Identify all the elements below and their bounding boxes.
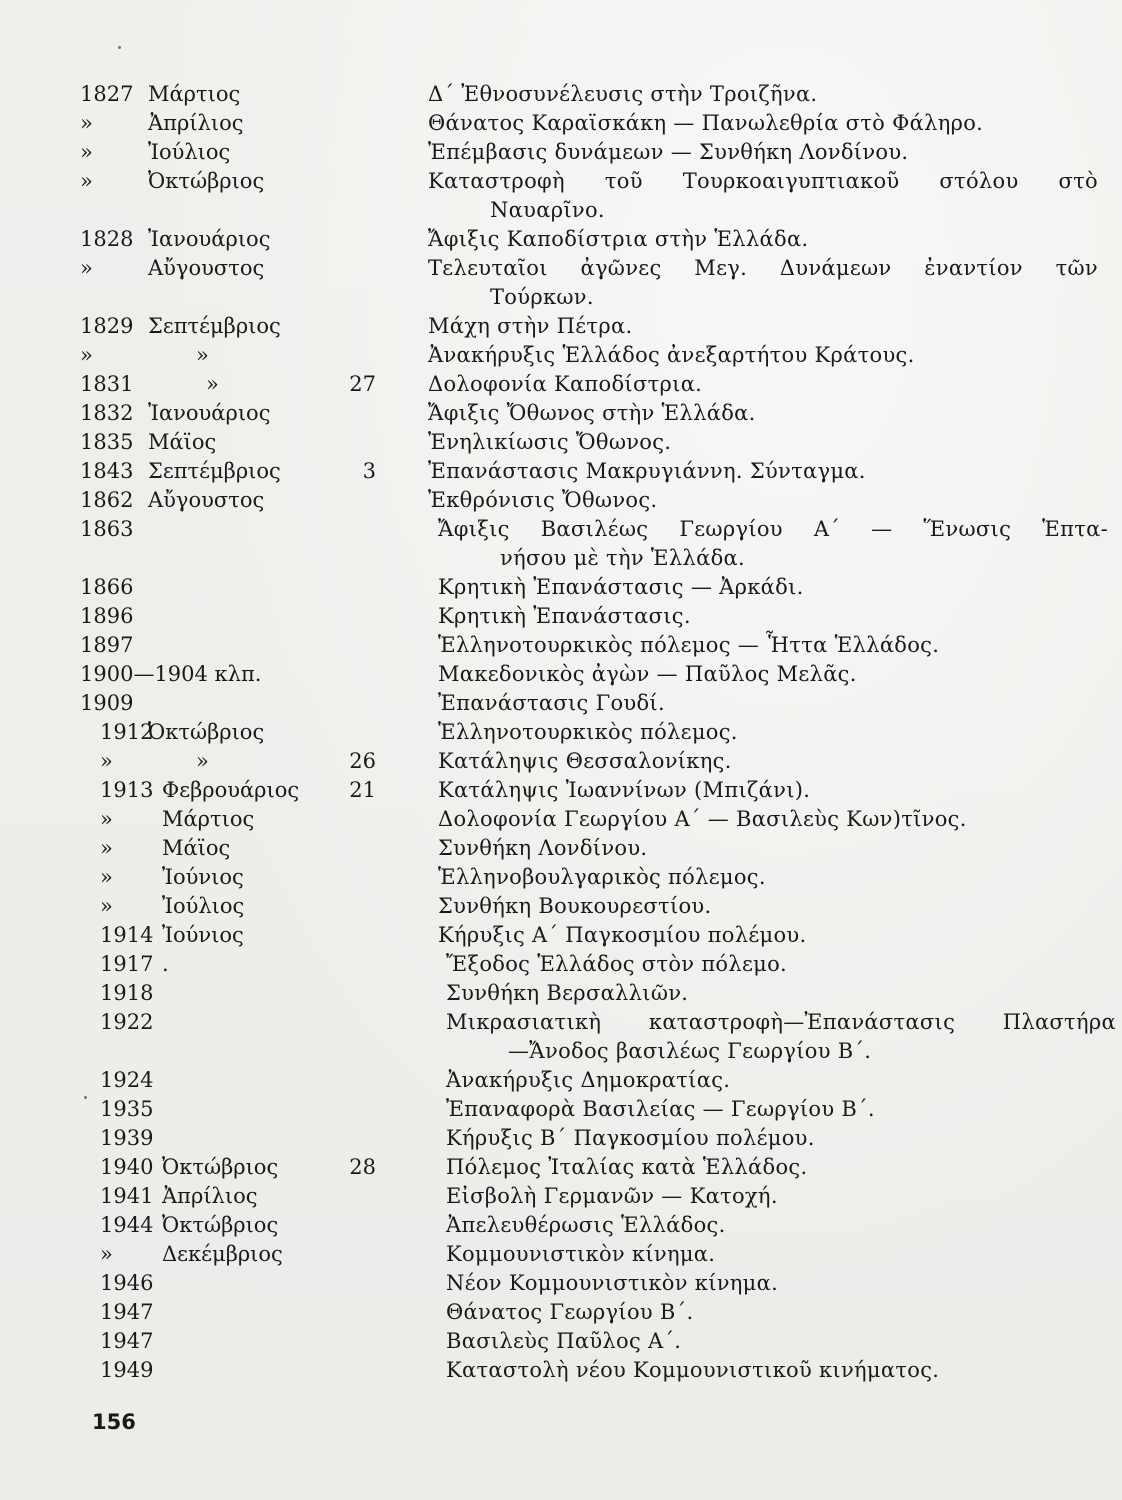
chronology-entry bbox=[0, 776, 1122, 805]
entry-event bbox=[428, 341, 1108, 370]
chronology-entry bbox=[0, 312, 1122, 341]
chronology-entry bbox=[0, 1211, 1122, 1240]
entry-event bbox=[438, 515, 1118, 573]
event-line: Ἐπαναφορὰ Βασιλείας — Γεωργίου Β΄. bbox=[446, 1097, 875, 1121]
entry-event bbox=[428, 167, 1108, 225]
entry-year: 1941 bbox=[100, 1184, 154, 1208]
entry-year: 1947 bbox=[100, 1329, 154, 1353]
entry-month: Ἰούλιος bbox=[162, 894, 245, 918]
entry-year: » bbox=[100, 749, 113, 773]
event-line: Μικρασιατικὴ καταστροφὴ—Ἐπανάστασις Πλαστήρα bbox=[446, 1010, 1116, 1034]
event-line: Βασιλεὺς Παῦλος Α΄. bbox=[446, 1329, 682, 1353]
entry-event bbox=[446, 1124, 1122, 1153]
entry-event bbox=[438, 805, 1118, 834]
event-line: Συνθήκη Βουκουρεστίου. bbox=[438, 894, 712, 918]
entry-event bbox=[428, 254, 1108, 312]
event-line: Δολοφονία Γεωργίου Α΄ — Βασιλεὺς Κων)τῖνος. bbox=[438, 807, 967, 831]
entry-event bbox=[428, 399, 1108, 428]
entry-event bbox=[428, 138, 1108, 167]
event-line: Ἐπανάστασις Γουδί. bbox=[438, 691, 665, 715]
event-line: Νέον Κομμουνιστικὸν κίνημα. bbox=[446, 1271, 779, 1295]
event-line: Ἑλληνοτουρκικὸς πόλεμος. bbox=[438, 720, 738, 744]
chronology-entry bbox=[0, 747, 1122, 776]
chronology-entry bbox=[0, 167, 1122, 225]
entry-event bbox=[446, 1182, 1122, 1211]
chronology-entry bbox=[0, 486, 1122, 515]
event-line: Δ΄ Ἐθνοσυνέλευσις στὴν Τροιζῆνα. bbox=[428, 82, 818, 106]
entry-event bbox=[446, 1240, 1122, 1269]
entry-event bbox=[428, 312, 1108, 341]
event-continuation-line: —Ἄνοδος βασιλέως Γεωργίου Β΄. bbox=[508, 1039, 872, 1063]
event-line: Κατάληψις Ἰωαννίνων (Μπιζάνι). bbox=[438, 778, 811, 802]
event-line: Μάχη στὴν Πέτρα. bbox=[428, 314, 633, 338]
entry-year: 1918 bbox=[100, 981, 154, 1005]
entry-month: Σεπτέμβριος bbox=[148, 314, 281, 338]
entry-event bbox=[446, 1095, 1122, 1124]
chronology-entry bbox=[0, 109, 1122, 138]
entry-month: » bbox=[196, 343, 209, 367]
entry-month: Ὀκτώβριος bbox=[162, 1155, 279, 1179]
entry-month: Μάρτιος bbox=[148, 82, 241, 106]
chronology-entry bbox=[0, 631, 1122, 660]
entry-year: 1949 bbox=[100, 1358, 154, 1382]
chronology-entry bbox=[0, 1008, 1122, 1066]
entry-event bbox=[428, 370, 1108, 399]
entry-year: » bbox=[80, 343, 93, 367]
entry-event bbox=[428, 225, 1108, 254]
chronology-entry bbox=[0, 921, 1122, 950]
chronology-entry bbox=[0, 660, 1122, 689]
chronology-entry bbox=[0, 399, 1122, 428]
event-line: Κατάληψις Θεσσαλονίκης. bbox=[438, 749, 732, 773]
entry-event bbox=[438, 892, 1118, 921]
entry-event bbox=[446, 1356, 1122, 1385]
event-line: Ἐπέμβασις δυνάμεων — Συνθήκη Λονδίνου. bbox=[428, 140, 909, 164]
chronology-entry bbox=[0, 950, 1122, 979]
event-line: Ἄφιξις Ὄθωνος στὴν Ἑλλάδα. bbox=[428, 401, 756, 425]
event-line: Κήρυξις Β΄ Παγκοσμίου πολέμου. bbox=[446, 1126, 815, 1150]
entry-month: Ὀκτώβριος bbox=[162, 1213, 279, 1237]
chronology-entry bbox=[0, 341, 1122, 370]
chronology-entry bbox=[0, 80, 1122, 109]
entry-year: 1897 bbox=[80, 633, 134, 657]
entry-month: Αὔγουστος bbox=[148, 488, 265, 512]
entry-month: Μάϊος bbox=[148, 430, 217, 454]
entry-event bbox=[428, 80, 1108, 109]
entry-day: 27 bbox=[349, 372, 376, 396]
entry-year: » bbox=[100, 836, 113, 860]
chronology-entry bbox=[0, 892, 1122, 921]
entry-event bbox=[438, 747, 1118, 776]
event-line: Ἑλληνοβουλγαρικὸς πόλεμος. bbox=[438, 865, 766, 889]
entry-event bbox=[446, 1298, 1122, 1327]
entry-year: » bbox=[80, 169, 93, 193]
entry-year: » bbox=[80, 111, 93, 135]
event-line: Τελευταῖοι ἀγῶνες Μεγ. Δυνάμεων ἐναντίον τῶν bbox=[428, 256, 1098, 280]
chronology-entry bbox=[0, 1240, 1122, 1269]
chronology-entry bbox=[0, 138, 1122, 167]
entry-month: » bbox=[206, 372, 219, 396]
entry-year: 1940 bbox=[100, 1155, 154, 1179]
entry-year: 1909 bbox=[80, 691, 134, 715]
event-line: Κρητικὴ Ἐπανάστασις. bbox=[438, 604, 691, 628]
entry-year: 1914 bbox=[100, 923, 154, 947]
entry-event bbox=[446, 1153, 1122, 1182]
event-line: Ἀνακήρυξις Ἑλλάδος ἀνεξαρτήτου Κράτους. bbox=[428, 343, 915, 367]
entry-year: 1917 bbox=[100, 952, 154, 976]
entry-day: 26 bbox=[349, 749, 376, 773]
chronology-entry bbox=[0, 1327, 1122, 1356]
entry-day: 21 bbox=[349, 778, 376, 802]
chronology-entry bbox=[0, 457, 1122, 486]
entry-event bbox=[438, 689, 1118, 718]
event-continuation-line: Τούρκων. bbox=[490, 285, 594, 309]
event-line: Ἄφιξις Καποδίστρια στὴν Ἑλλάδα. bbox=[428, 227, 809, 251]
entry-year: 1935 bbox=[100, 1097, 154, 1121]
entry-year: » bbox=[100, 894, 113, 918]
print-speck bbox=[118, 46, 121, 49]
entry-year: 1863 bbox=[80, 517, 134, 541]
entry-event bbox=[438, 776, 1118, 805]
entry-year: » bbox=[80, 256, 93, 280]
entry-event bbox=[446, 950, 1122, 979]
entry-month: Ἀπρίλιος bbox=[148, 111, 244, 135]
entry-year: 1947 bbox=[100, 1300, 154, 1324]
entry-month: Φεβρουάριος bbox=[162, 778, 300, 802]
event-line: Εἰσβολὴ Γερμανῶν — Κατοχή. bbox=[446, 1184, 778, 1208]
chronology-entry bbox=[0, 254, 1122, 312]
entry-year: 1832 bbox=[80, 401, 134, 425]
entry-year: 1862 bbox=[80, 488, 134, 512]
event-line: Συνθήκη Λονδίνου. bbox=[438, 836, 648, 860]
entry-year: 1866 bbox=[80, 575, 134, 599]
entry-event bbox=[428, 109, 1108, 138]
event-line: Ἐκθρόνισις Ὄθωνος. bbox=[428, 488, 658, 512]
chronology-entry bbox=[0, 515, 1122, 573]
event-line: Καταστροφὴ τοῦ Τουρκοαιγυπτιακοῦ στόλου στὸ bbox=[428, 169, 1098, 193]
entry-event bbox=[446, 1269, 1122, 1298]
chronology-entry bbox=[0, 718, 1122, 747]
event-line: Κομμουνιστικὸν κίνημα. bbox=[446, 1242, 716, 1266]
chronology-entry bbox=[0, 805, 1122, 834]
chronology-entry bbox=[0, 1095, 1122, 1124]
entry-month: Ἰούλιος bbox=[148, 140, 231, 164]
event-line: Κήρυξις Α΄ Παγκοσμίου πολέμου. bbox=[438, 923, 807, 947]
entry-year: » bbox=[100, 807, 113, 831]
entry-event bbox=[428, 428, 1108, 457]
chronology-entry bbox=[0, 1356, 1122, 1385]
entry-year: 1944 bbox=[100, 1213, 154, 1237]
entry-year: 1843 bbox=[80, 459, 134, 483]
event-line: Δολοφονία Καποδίστρια. bbox=[428, 372, 703, 396]
entry-year: 1912 bbox=[100, 720, 154, 744]
event-line: Ἄφιξις Βασιλέως Γεωργίου Α΄ — Ἕνωσις Ἑπτα- bbox=[438, 517, 1108, 541]
chronology-entry bbox=[0, 834, 1122, 863]
entry-event bbox=[428, 486, 1108, 515]
chronology-entry bbox=[0, 863, 1122, 892]
entry-year: 1900—1904 κλπ. bbox=[80, 662, 262, 686]
chronology-entry bbox=[0, 370, 1122, 399]
page-number: 156 bbox=[92, 1410, 136, 1434]
entry-month: Ὀκτώβριος bbox=[148, 720, 265, 744]
entry-year: 1946 bbox=[100, 1271, 154, 1295]
entry-event bbox=[446, 1327, 1122, 1356]
entry-year: 1924 bbox=[100, 1068, 154, 1092]
entry-month: Ἰανουάριος bbox=[148, 401, 271, 425]
entry-year: 1896 bbox=[80, 604, 134, 628]
chronology-table bbox=[0, 80, 1122, 1385]
entry-month: . bbox=[162, 952, 169, 976]
event-line: Ἐνηλικίωσις Ὄθωνος. bbox=[428, 430, 672, 454]
entry-event bbox=[428, 457, 1108, 486]
entry-day: 3 bbox=[362, 459, 376, 483]
event-line: Ἐπανάστασις Μακρυγιάννη. Σύνταγμα. bbox=[428, 459, 866, 483]
entry-event bbox=[446, 979, 1122, 1008]
entry-day: 28 bbox=[349, 1155, 376, 1179]
chronology-entry bbox=[0, 979, 1122, 1008]
event-line: Θάνατος Γεωργίου Β΄. bbox=[446, 1300, 694, 1324]
entry-month: Αὔγουστος bbox=[148, 256, 265, 280]
entry-event bbox=[446, 1211, 1122, 1240]
entry-year: 1828 bbox=[80, 227, 134, 251]
entry-month: Ὀκτώβριος bbox=[148, 169, 265, 193]
entry-event bbox=[438, 660, 1118, 689]
entry-month: Σεπτέμβριος bbox=[148, 459, 281, 483]
event-line: Μακεδονικὸς ἀγὼν — Παῦλος Μελᾶς. bbox=[438, 662, 857, 686]
entry-event bbox=[438, 602, 1118, 631]
entry-month: Ἀπρίλιος bbox=[162, 1184, 258, 1208]
chronology-entry bbox=[0, 1269, 1122, 1298]
entry-year: 1939 bbox=[100, 1126, 154, 1150]
entry-year: » bbox=[80, 140, 93, 164]
event-continuation-line: Ναυαρῖνο. bbox=[490, 198, 605, 222]
event-line: Ἑλληνοτουρκικὸς πόλεμος — Ἧττα Ἑλλάδος. bbox=[438, 633, 940, 657]
entry-year: 1829 bbox=[80, 314, 134, 338]
entry-year: 1913 bbox=[100, 778, 154, 802]
entry-event bbox=[438, 573, 1118, 602]
entry-year: 1922 bbox=[100, 1010, 154, 1034]
entry-event bbox=[438, 631, 1118, 660]
event-line: Ἀνακήρυξις Δημοκρατίας. bbox=[446, 1068, 731, 1092]
entry-month: Μάρτιος bbox=[162, 807, 255, 831]
event-line: Πόλεμος Ἰταλίας κατὰ Ἑλλάδος. bbox=[446, 1155, 808, 1179]
entry-event bbox=[438, 863, 1118, 892]
chronology-entry bbox=[0, 1153, 1122, 1182]
chronology-entry bbox=[0, 225, 1122, 254]
entry-event bbox=[438, 718, 1118, 747]
chronology-entry bbox=[0, 689, 1122, 718]
chronology-entry bbox=[0, 428, 1122, 457]
event-line: Ἀπελευθέρωσις Ἑλλάδος. bbox=[446, 1213, 726, 1237]
print-speck bbox=[84, 1096, 87, 1099]
event-line: Ἔξοδος Ἑλλάδος στὸν πόλεμο. bbox=[446, 952, 788, 976]
entry-month: Ἰούνιος bbox=[162, 865, 244, 889]
event-line: Θάνατος Καραϊσκάκη — Πανωλεθρία στὸ Φάληρο. bbox=[428, 111, 984, 135]
chronology-entry bbox=[0, 1124, 1122, 1153]
entry-month: » bbox=[196, 749, 209, 773]
entry-month: Ἰανουάριος bbox=[148, 227, 271, 251]
entry-event bbox=[438, 834, 1118, 863]
event-continuation-line: νήσου μὲ τὴν Ἑλλάδα. bbox=[500, 546, 745, 570]
chronology-entry bbox=[0, 1066, 1122, 1095]
chronology-entry bbox=[0, 573, 1122, 602]
event-line: Συνθήκη Βερσαλλιῶν. bbox=[446, 981, 689, 1005]
entry-event bbox=[438, 921, 1118, 950]
entry-month: Ἰούνιος bbox=[162, 923, 244, 947]
entry-month: Μάϊος bbox=[162, 836, 231, 860]
chronology-entry bbox=[0, 1182, 1122, 1211]
chronology-entry bbox=[0, 1298, 1122, 1327]
entry-year: » bbox=[100, 865, 113, 889]
entry-event bbox=[446, 1066, 1122, 1095]
event-line: Καταστολὴ νέου Κομμουνιστικοῦ κινήματος. bbox=[446, 1358, 940, 1382]
entry-year: 1835 bbox=[80, 430, 134, 454]
chronology-entry bbox=[0, 602, 1122, 631]
entry-month: Δεκέμβριος bbox=[162, 1242, 283, 1266]
entry-event bbox=[446, 1008, 1122, 1066]
entry-year: » bbox=[100, 1242, 113, 1266]
event-line: Κρητικὴ Ἐπανάστασις — Ἀρκάδι. bbox=[438, 575, 804, 599]
entry-year: 1827 bbox=[80, 82, 134, 106]
entry-year: 1831 bbox=[80, 372, 134, 396]
